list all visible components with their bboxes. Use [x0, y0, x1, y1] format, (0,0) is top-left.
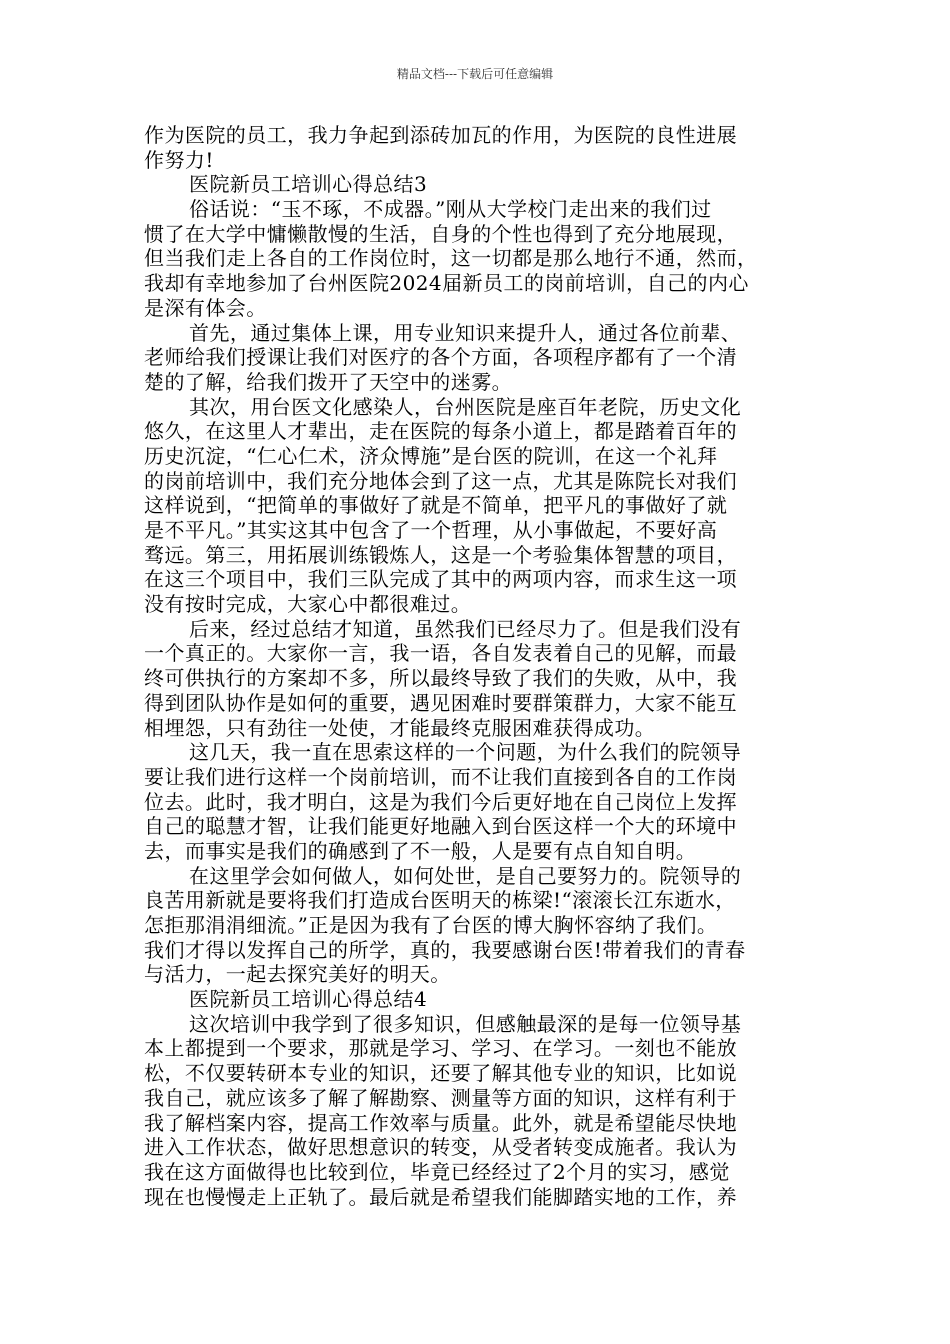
text-line: 我了解档案内容，提高工作效率与质量。此外，就是希望能尽快地 [144, 1110, 738, 1135]
text-line: 与活力，一起去探究美好的明天。 [144, 962, 451, 987]
text-line: 我们才得以发挥自己的所学，真的，我要感谢台医!带着我们的青春 [144, 937, 746, 962]
text-line: 是深有体会。 [144, 295, 267, 320]
text-line: 终可供执行的方案却不多，所以最终导致了我们的失败，从中，我 [144, 666, 738, 691]
page-header: 精品文档---下载后可任意编辑 [396, 67, 554, 81]
text-line: 我在这方面做得也比较到位，毕竟已经经过了2个月的实习，感觉 [144, 1159, 730, 1184]
text-line: 悠久，在这里人才辈出，走在医院的每条小道上，都是踏着百年的 [144, 419, 738, 444]
text-line: 这几天，我一直在思索这样的一个问题，为什么我们的院领导 [189, 740, 742, 765]
text-line: 的岗前培训中，我们充分地体会到了这一点，尤其是陈院长对我们 [144, 468, 738, 493]
text-line: 历史沉淀，“仁心仁术，济众博施”是台医的院训，在这一个礼拜 [144, 443, 718, 468]
document-body [144, 123, 820, 1209]
text-line: 楚的了解，给我们拨开了天空中的迷雾。 [144, 369, 513, 394]
text-line: 在这三个项目中，我们三队完成了其中的两项内容，而求生这一项 [144, 567, 738, 592]
text-line: 这次培训中我学到了很多知识，但感触最深的是每一位领导基 [189, 1011, 742, 1036]
text-line: 但当我们走上各自的工作岗位时，这一切都是那么地行不通，然而， [144, 246, 758, 271]
text-line: 怎拒那涓涓细流。”正是因为我有了台医的博大胸怀容纳了我们。 [144, 913, 718, 937]
text-line: 惯了在大学中慵懒散慢的生活，自身的个性也得到了充分地展现， [144, 221, 738, 246]
text-line: 其次，用台医文化感染人，台州医院是座百年老院，历史文化 [189, 394, 742, 419]
text-line: 我自己，就应该多了解了解勘察、测量等方面的知识，这样有利于 [144, 1085, 738, 1110]
text-line: 作努力! [144, 147, 214, 172]
text-line: 自己的聪慧才智，让我们能更好地融入到台医这样一个大的环境中 [144, 814, 738, 839]
text-line: 松，不仅要转研本专业的知识，还要了解其他专业的知识，比如说 [144, 1061, 738, 1086]
text-line: 没有按时完成，大家心中都很难过。 [144, 592, 472, 617]
text-line: 俗话说：“玉不琢，不成器。”刚从大学校门走出来的我们过 [189, 197, 712, 222]
text-line: 后来，经过总结才知道，虽然我们已经尽力了。但是我们没有 [189, 616, 742, 641]
text-line: 骛远。第三，用拓展训练锻炼人，这是一个考验集体智慧的项目， [144, 542, 738, 567]
text-line: 本上都提到一个要求，那就是学习、学习、在学习。一刻也不能放 [144, 1036, 738, 1061]
text-line: 进入工作状态，做好思想意识的转变，从受者转变成施者。我认为 [144, 1135, 738, 1160]
text-line: 现在也慢慢走上正轨了。最后就是希望我们能脚踏实地的工作，养 [144, 1184, 738, 1209]
text-line: 我却有幸地参加了台州医院2024届新员工的岗前培训，自己的内心 [144, 271, 749, 296]
text-line: 位去。此时，我才明白，这是为我们今后更好地在自己岗位上发挥 [144, 789, 738, 814]
text-line: 去，而事实是我们的确感到了不一般，人是要有点自知自明。 [144, 838, 697, 863]
text-line: 一个真正的。大家你一言，我一语，各自发表着自己的见解，而最 [144, 641, 738, 666]
text-line: 医院新员工培训心得总结3 [189, 172, 428, 197]
text-line: 在这里学会如何做人，如何处世，是自己要努力的。院领导的 [189, 863, 742, 888]
text-line: 这样说到，“把简单的事做好了就是不简单，把平凡的事做好了就 [144, 493, 728, 518]
text-line: 要让我们进行这样一个岗前培训，而不让我们直接到各自的工作岗 [144, 764, 738, 789]
text-line: 作为医院的员工，我力争起到添砖加瓦的作用，为医院的良性进展 [144, 123, 738, 147]
text-line: 良苦用新就是要将我们打造成台医明天的栋梁!“滚滚长江东逝水， [144, 888, 736, 913]
text-line: 首先，通过集体上课，用专业知识来提升人，通过各位前辈、 [189, 320, 742, 345]
text-line: 老师给我们授课让我们对医疗的各个方面，各项程序都有了一个清 [144, 345, 738, 370]
text-line: 相埋怨，只有劲往一处使，才能最终克服困难获得成功。 [144, 715, 656, 740]
text-line: 得到团队协作是如何的重要，遇见困难时要群策群力，大家不能互 [144, 690, 738, 715]
text-line: 是不平凡。”其实这其中包含了一个哲理，从小事做起，不要好高 [144, 518, 718, 542]
text-line: 医院新员工培训心得总结4 [189, 987, 428, 1012]
